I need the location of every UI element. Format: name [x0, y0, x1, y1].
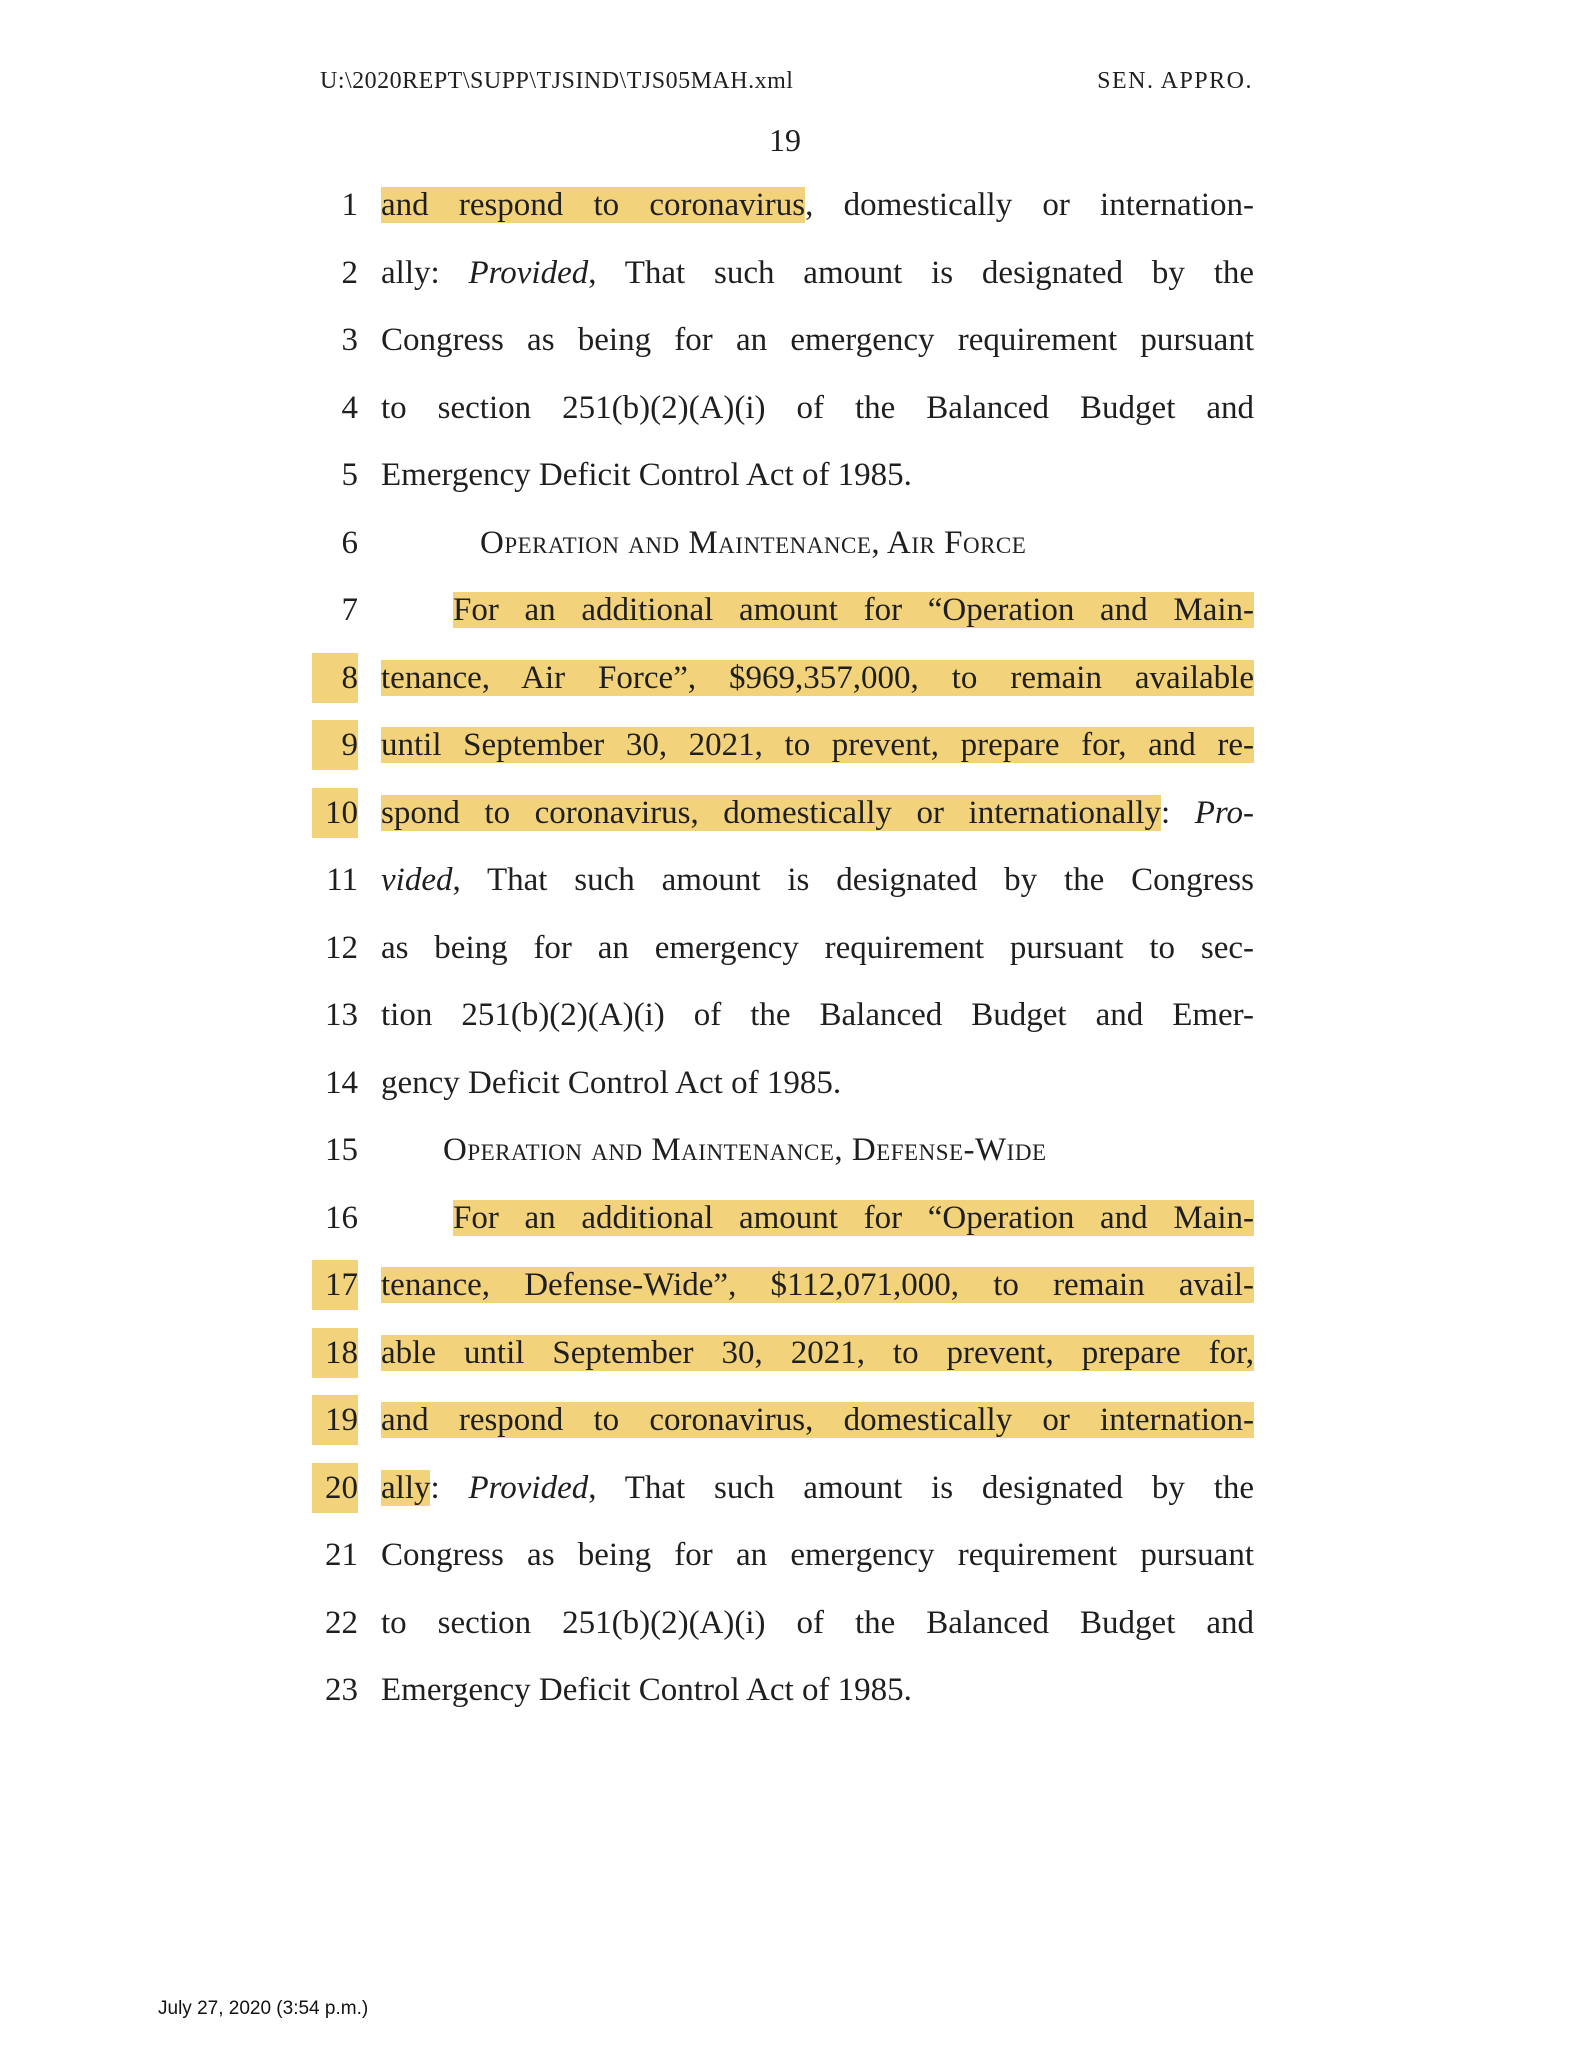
highlighted-text: For an additional amount for “Operation and Main-	[453, 592, 1254, 628]
line-number: 19	[312, 1395, 358, 1445]
text-run: ally:	[381, 254, 469, 291]
line-text	[381, 1328, 1254, 1378]
bill-line	[0, 1058, 1570, 1108]
bill-line	[0, 1125, 1570, 1175]
line-text	[381, 180, 1254, 230]
line-number: 10	[312, 788, 358, 838]
line-number: 18	[312, 1328, 358, 1378]
line-text	[381, 1598, 1254, 1648]
bill-line	[0, 248, 1570, 298]
line-text	[381, 923, 1254, 973]
italic-text: vided	[381, 862, 453, 898]
bill-line	[0, 923, 1570, 973]
line-number: 9	[312, 720, 358, 770]
line-number: 22	[325, 1604, 358, 1641]
text-run: as being for an emergency requirement pursuant to sec-	[381, 929, 1254, 966]
highlighted-text: able until September 30, 2021, to prevent, prepare for,	[381, 1334, 1254, 1371]
section-heading	[443, 1125, 1316, 1175]
bill-line	[0, 1260, 1570, 1310]
footer-date: July 27, 2020 (3:54 p.m.)	[158, 1998, 369, 2019]
file-path-header: U:\2020REPT\SUPP\TJSIND\TJS05MAH.xml	[320, 68, 794, 94]
bill-line	[0, 788, 1570, 838]
line-text	[381, 855, 1254, 905]
line-text	[381, 1665, 1254, 1715]
bill-line	[0, 1665, 1570, 1715]
line-number: 7	[341, 592, 358, 628]
line-text	[381, 450, 1254, 500]
line-number: 23	[325, 1672, 358, 1708]
committee-header: SEN. APPRO.	[1097, 68, 1253, 94]
section-heading	[480, 518, 1353, 568]
highlighted-text: tenance, Air Force”, $969,357,000, to remain available	[381, 659, 1254, 696]
line-text	[453, 1193, 1254, 1243]
line-text	[381, 1058, 1254, 1108]
text-run: , domestically or internation-	[805, 187, 1255, 223]
bill-line	[0, 1395, 1570, 1445]
italic-text: Provided	[468, 1469, 589, 1506]
bill-line	[0, 990, 1570, 1040]
line-number: 16	[325, 1199, 358, 1236]
bill-line	[0, 1530, 1570, 1580]
line-text	[381, 990, 1254, 1040]
line-number: 4	[341, 389, 358, 426]
text-run: gency Deficit Control Act of 1985.	[381, 1064, 842, 1101]
highlighted-text: tenance, Defense-Wide”, $112,071,000, to remain avail-	[381, 1267, 1254, 1303]
bill-line	[0, 585, 1570, 635]
bill-line	[0, 180, 1570, 230]
bill-line	[0, 653, 1570, 703]
text-run: Emergency Deficit Control Act of 1985.	[381, 457, 912, 493]
line-text	[381, 1463, 1254, 1513]
line-number: 8	[312, 653, 358, 703]
bill-line	[0, 1598, 1570, 1648]
line-number: 1	[341, 187, 358, 223]
bill-line	[0, 1328, 1570, 1378]
text-run: , That such amount is designated by the	[588, 1469, 1255, 1506]
line-text	[381, 1395, 1254, 1445]
line-text	[381, 788, 1254, 838]
page-number: 19	[769, 122, 801, 158]
text-run: Operation and Maintenance, Defense-Wide	[443, 1132, 1047, 1168]
text-run: Congress as being for an emergency requirement pursuant	[381, 1537, 1254, 1573]
text-run: Congress as being for an emergency requirement pursuant	[381, 322, 1254, 358]
line-number: 15	[325, 1132, 358, 1168]
bill-line	[0, 720, 1570, 770]
bill-line	[0, 383, 1570, 433]
highlighted-text: ally	[381, 1469, 431, 1506]
text-run: Operation and Maintenance, Air Force	[480, 524, 1027, 561]
text-run: to section 251(b)(2)(A)(i) of the Balanced Budget and	[381, 389, 1254, 426]
line-number: 20	[312, 1463, 358, 1513]
bill-line	[0, 518, 1570, 568]
bill-line	[0, 450, 1570, 500]
line-text	[381, 1260, 1254, 1310]
line-number: 3	[341, 322, 358, 358]
highlighted-text: spond to coronavirus, domestically or internationally	[381, 794, 1161, 831]
line-text	[381, 383, 1254, 433]
line-number: 12	[325, 929, 358, 966]
highlighted-text: until September 30, 2021, to prevent, prepare for, and re-	[381, 727, 1254, 763]
text-run: tion 251(b)(2)(A)(i) of the Balanced Budget and Emer-	[381, 997, 1254, 1033]
highlighted-text: For an additional amount for “Operation and Main-	[453, 1199, 1254, 1236]
highlighted-text: and respond to coronavirus	[381, 187, 806, 223]
line-number: 14	[325, 1064, 358, 1101]
highlighted-text: and respond to coronavirus, domestically or internation-	[381, 1402, 1254, 1438]
line-number: 17	[312, 1260, 358, 1310]
text-run: Emergency Deficit Control Act of 1985.	[381, 1672, 912, 1708]
bill-line	[0, 1193, 1570, 1243]
bill-line	[0, 1463, 1570, 1513]
line-number: 11	[326, 862, 358, 898]
line-number: 21	[325, 1537, 358, 1573]
text-run: :	[430, 1469, 469, 1506]
line-number: 6	[341, 524, 358, 561]
text-run: :	[1160, 794, 1195, 831]
bill-line	[0, 315, 1570, 365]
italic-text: Pro-	[1194, 794, 1254, 831]
line-number: 5	[341, 457, 358, 493]
line-number: 13	[325, 997, 358, 1033]
line-text	[381, 653, 1254, 703]
line-text	[381, 1530, 1254, 1580]
text-run: , That such amount is designated by the Congress	[452, 862, 1254, 898]
text-run: , That such amount is designated by the	[588, 254, 1255, 291]
text-run: to section 251(b)(2)(A)(i) of the Balanced Budget and	[381, 1604, 1254, 1641]
line-text	[381, 248, 1254, 298]
line-text	[381, 315, 1254, 365]
line-text	[453, 585, 1254, 635]
italic-text: Provided	[468, 254, 589, 291]
bill-line	[0, 855, 1570, 905]
line-number: 2	[341, 254, 358, 291]
line-text	[381, 720, 1254, 770]
